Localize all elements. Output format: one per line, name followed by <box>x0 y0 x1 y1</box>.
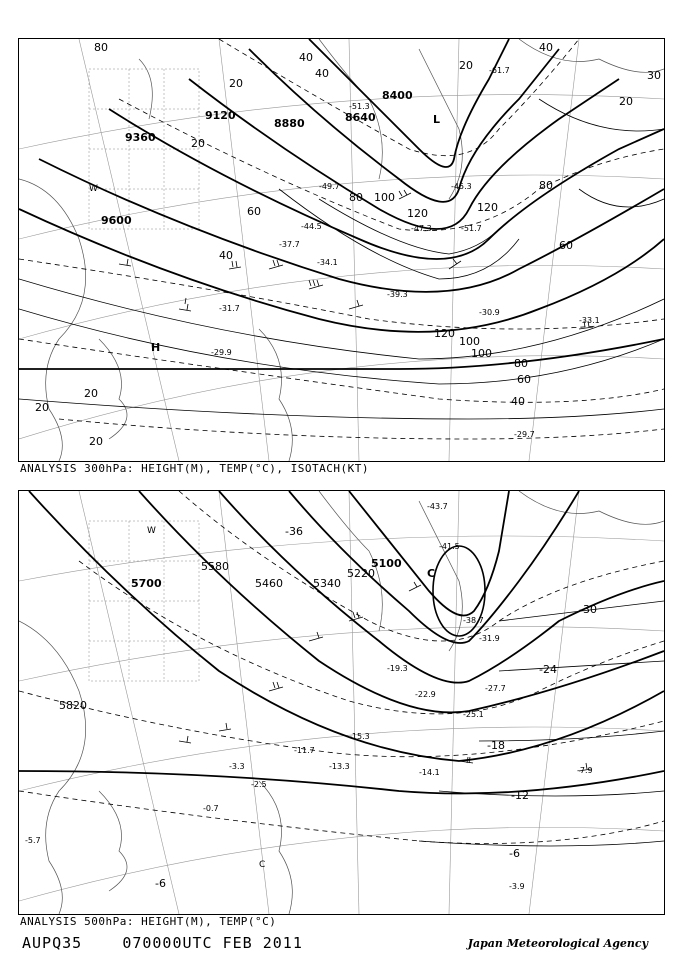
isotach-label: 60 <box>517 373 531 386</box>
temp-label: -3.9 <box>509 882 525 891</box>
temp-label: -43.7 <box>427 502 448 511</box>
analysis-datetime: 070000UTC FEB 2011 <box>122 934 303 952</box>
agency-name: Japan Meteorological Agency <box>467 937 648 950</box>
temp-label: -14.1 <box>419 768 440 777</box>
temp-contour-label: -30 <box>579 603 597 616</box>
isotach-label: 20 <box>459 59 473 72</box>
temp-label: -51.3 <box>349 102 370 111</box>
map-panel-500hpa <box>18 490 665 915</box>
caption-500hpa: ANALYSIS 500hPa: HEIGHT(M), TEMP(°C) <box>20 915 277 928</box>
temp-label: -5.7 <box>25 836 41 845</box>
cold-center-marker: C <box>427 567 436 580</box>
isotach-label: 20 <box>229 77 243 90</box>
map-panel-300hpa <box>18 38 665 462</box>
height-label: 9120 <box>205 109 236 122</box>
isotach-label: 100 <box>459 335 480 348</box>
temp-label: -15.3 <box>349 732 370 741</box>
isotach-label: 100 <box>374 191 395 204</box>
isotach-label: 80 <box>539 179 553 192</box>
isotach-label: 40 <box>315 67 329 80</box>
temp-label: -44.5 <box>301 222 322 231</box>
height-label: 5460 <box>255 577 283 590</box>
temp-contour-label: -12 <box>511 789 529 802</box>
coastlines <box>19 491 664 914</box>
height-label: 5820 <box>59 699 87 712</box>
isotach-label: 80 <box>94 41 108 54</box>
temp-label: -11.7 <box>294 746 315 755</box>
isotach-label: 20 <box>35 401 49 414</box>
map-300hpa-svg <box>19 39 664 461</box>
isotach-label: 20 <box>619 95 633 108</box>
temp-labels <box>211 66 600 439</box>
temp-contour-label: -6 <box>509 847 520 860</box>
low-center-marker: L <box>433 113 441 126</box>
isotach-label: 100 <box>471 347 492 360</box>
isotach-label: 30 <box>647 69 661 82</box>
temp-label: -33.1 <box>579 316 600 325</box>
height-labels <box>59 557 402 712</box>
high-center-marker: H <box>151 341 161 354</box>
temp-contour-label: -36 <box>285 525 303 538</box>
temp-label: -19.3 <box>387 664 408 673</box>
isotach-label: 120 <box>477 201 498 214</box>
isotach-label: 80 <box>349 191 363 204</box>
temp-label: -47.3 <box>411 224 432 233</box>
temp-label: -41.5 <box>439 542 460 551</box>
isotach-label: 40 <box>219 249 233 262</box>
temp-label: -31.9 <box>479 634 500 643</box>
pressure-centers <box>147 526 435 870</box>
height-label: 8880 <box>274 117 305 130</box>
temp-label: -31.7 <box>219 304 240 313</box>
temp-label: -25.1 <box>463 710 484 719</box>
caption-300hpa: ANALYSIS 300hPa: HEIGHT(M), TEMP(°C), ISOTACH(KT) <box>20 462 370 475</box>
temp-contour-label: -24 <box>539 663 557 676</box>
height-label: 8400 <box>382 89 413 102</box>
height-label: 9600 <box>101 214 132 227</box>
temp-label: -38.7 <box>463 616 484 625</box>
isotach-label: 40 <box>511 395 525 408</box>
height-label: 5700 <box>131 577 162 590</box>
isotach-label: 120 <box>434 327 455 340</box>
temp-contour-label: -18 <box>487 739 505 752</box>
product-footer <box>22 934 303 952</box>
temp-label: -29.9 <box>211 348 232 357</box>
isotach-label: 120 <box>407 207 428 220</box>
temp-label: -51.7 <box>461 224 482 233</box>
temp-label: -34.1 <box>317 258 338 267</box>
temp-label: -22.9 <box>415 690 436 699</box>
isotach-label: 60 <box>247 205 261 218</box>
isotach-label: 60 <box>559 239 573 252</box>
height-contours <box>19 491 664 794</box>
temp-label: -29.7 <box>514 430 535 439</box>
temp-label: -2.5 <box>251 780 267 789</box>
temp-label: -49.7 <box>319 182 340 191</box>
height-label: 5580 <box>201 560 229 573</box>
isotach-contours <box>19 99 664 419</box>
temp-label: -61.7 <box>489 66 510 75</box>
temp-labels <box>25 502 593 891</box>
temp-label: -0.7 <box>203 804 219 813</box>
isotach-label: 40 <box>539 41 553 54</box>
isotach-label: 80 <box>514 357 528 370</box>
temp-label: -45.3 <box>451 182 472 191</box>
product-id: AUPQ35 <box>22 934 83 952</box>
height-label: 5100 <box>371 557 402 570</box>
height-label: 9360 <box>125 131 156 144</box>
isotach-label: 20 <box>84 387 98 400</box>
temp-label: -7.9 <box>577 766 593 775</box>
graticule <box>19 491 664 914</box>
height-label: 5220 <box>347 567 375 580</box>
isotach-label: 20 <box>191 137 205 150</box>
isotach-label: 20 <box>89 435 103 448</box>
cold-center-marker: C <box>259 860 266 870</box>
warm-center-marker: W <box>147 526 156 536</box>
map-500hpa-svg <box>19 491 664 914</box>
temp-label: -39.3 <box>387 290 408 299</box>
temp-label: -13.3 <box>329 762 350 771</box>
height-label: 5340 <box>313 577 341 590</box>
temp-contour-label: -6 <box>155 877 166 890</box>
isotach-label: 40 <box>299 51 313 64</box>
warm-center-marker: W <box>89 184 98 194</box>
temp-label: -27.7 <box>485 684 506 693</box>
height-contours <box>19 39 664 369</box>
temp-label: -3.3 <box>229 762 245 771</box>
temp-label: -30.9 <box>479 308 500 317</box>
temp-label: -37.7 <box>279 240 300 249</box>
height-label: 8640 <box>345 111 376 124</box>
